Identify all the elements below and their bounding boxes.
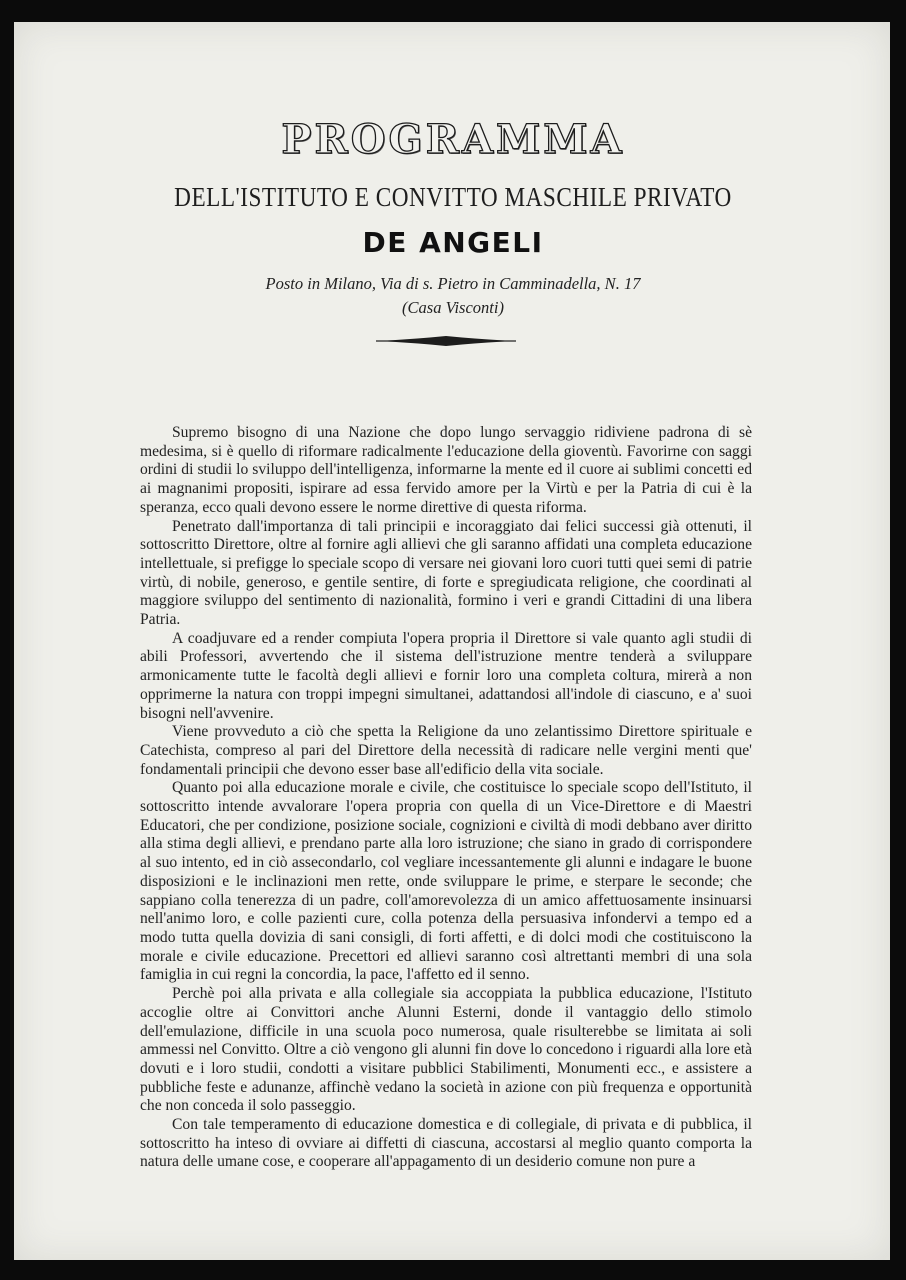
paragraph: Perchè poi alla privata e alla collegiale sia accoppiata la pubblica educazione, l'Istituto accoglie oltre ai Convittori anche Alunni Esterni, donde il vantaggio dello stimolo dell'emulazione, difficile in una scuola poco numerosa, quale risulterebbe se limitata ai soli ammessi nel Convitto. Oltre a ciò vengono gli alunni fin dove lo concedono i riguardi alla lore età dovuti e i loro studii, condotti a visitare pubblici Stabilimenti, Monumenti ecc., e assistere a pubbliche feste e adunanze, affinchè vedano la società in azione con più frequenza e opportunità che non conceda il solo passeggio. [140,985,752,1115]
body-text [140,424,752,1172]
ornament-divider [376,334,516,348]
paragraph: Penetrato dall'importanza di tali principii e incoraggiato dai felici successi già ottenuti, il sottoscritto Direttore, oltre al fornire agli allievi che gli saranno affidati una completa educazione intellettuale, si prefigge lo speciale scopo di versare nei giovani loro cuori tutti quei semi di patrie virtù, di nobile, generoso, e gentile sentire, di forte e spregiudicata religione, che coordinati al maggiore sviluppo del sentimento di nazionalità, formino i veri e grandi Cittadini di una libera Patria. [140,517,752,629]
paragraph: Supremo bisogno di una Nazione che dopo lungo servaggio ridiviene padrona di sè medesima, si è quello di riformare radicalmente l'educazione della gioventù. Favorirne con saggi ordini di studii lo sviluppo dell'intelligenza, informarne la mente ed il cuore ai sublimi concetti ed ai magnanimi propositi, ispirare ad essa fervido amore per la Virtù e per la Patria di cui è la speranza, ecco quali devono essere le norme direttive di questa riforma. [140,424,752,516]
institute-subtitle: DELL'ISTITUTO E CONVITTO MASCHILE PRIVATO [174,182,732,212]
paragraph: A coadjuvare ed a render compiuta l'opera propria il Direttore si vale quanto agli studii di abili Professori, avvertendo che il sistema dell'istruzione mentre tenderà a sviluppare armonicamente tutte le facoltà degli allievi e fornir loro una completa coltura, mirerà a non opprimerne la natura con troppi impegni simultanei, adattandosi all'indole di ciascuno, e a' suoi bisogni nell'avvenire. [140,629,752,722]
address-line-casa: (Casa Visconti) [402,298,504,317]
document-title: PROGRAMMA [281,116,625,163]
paragraph: Quanto poi alla educazione morale e civile, che costituisce lo speciale scopo dell'Istituto, il sottoscritto intende avvalorare l'opera propria con quella di un Vice-Direttore e di Maestri Educatori, che per condizione, posizione sociale, cognizioni e civiltà di modi debbano aver diritto alla stima degli allievi, e prendano parte alla loro istruzione; che siano in grado di corrispondere al suo intento, ed in ciò assecondarlo, col vegliare incessantemente gli alunni e indagare le buone disposizioni e le inclinazioni men rette, onde sviluppare le prime, e sterpare le seconde; che sappiano colla tenerezza di un padre, coll'amorevolezza di un amico affettuosamente insinuarsi nell'animo loro, e colle pazienti cure, colla potenza della persuasiva infondervi a tempo ed a modo tutta quella dovizia di sani consigli, di forti affetti, e di dolci modi che costituiscono la morale e civile educazione. Precettori ed allievi saranno così altrettanti membri di una sola famiglia in cui regni la concordia, la pace, l'affetto ed il senno. [140,779,752,984]
address-block [0,272,906,320]
paragraph: Viene provveduto a ciò che spetta la Religione da uno zelantissimo Direttore spirituale e Catechista, compreso al pari del Direttore della necessità di radicare nelle vergini menti que' fondamentali principii che devono esser base all'edificio della vita sociale. [140,723,752,778]
address-line: Posto in Milano, Via di s. Pietro in Camminadella, N. 17 [265,274,641,293]
institute-name: DE ANGELI [362,226,544,259]
paragraph: Con tale temperamento di educazione domestica e di collegiale, di privata e di pubblica, il sottoscritto ha inteso di ovviare ai diffetti di ciascuna, accostarsi al meglio quanto comporta la natura delle umane cose, e cooperare all'appagamento di un desiderio comune non pure a [140,1116,752,1171]
